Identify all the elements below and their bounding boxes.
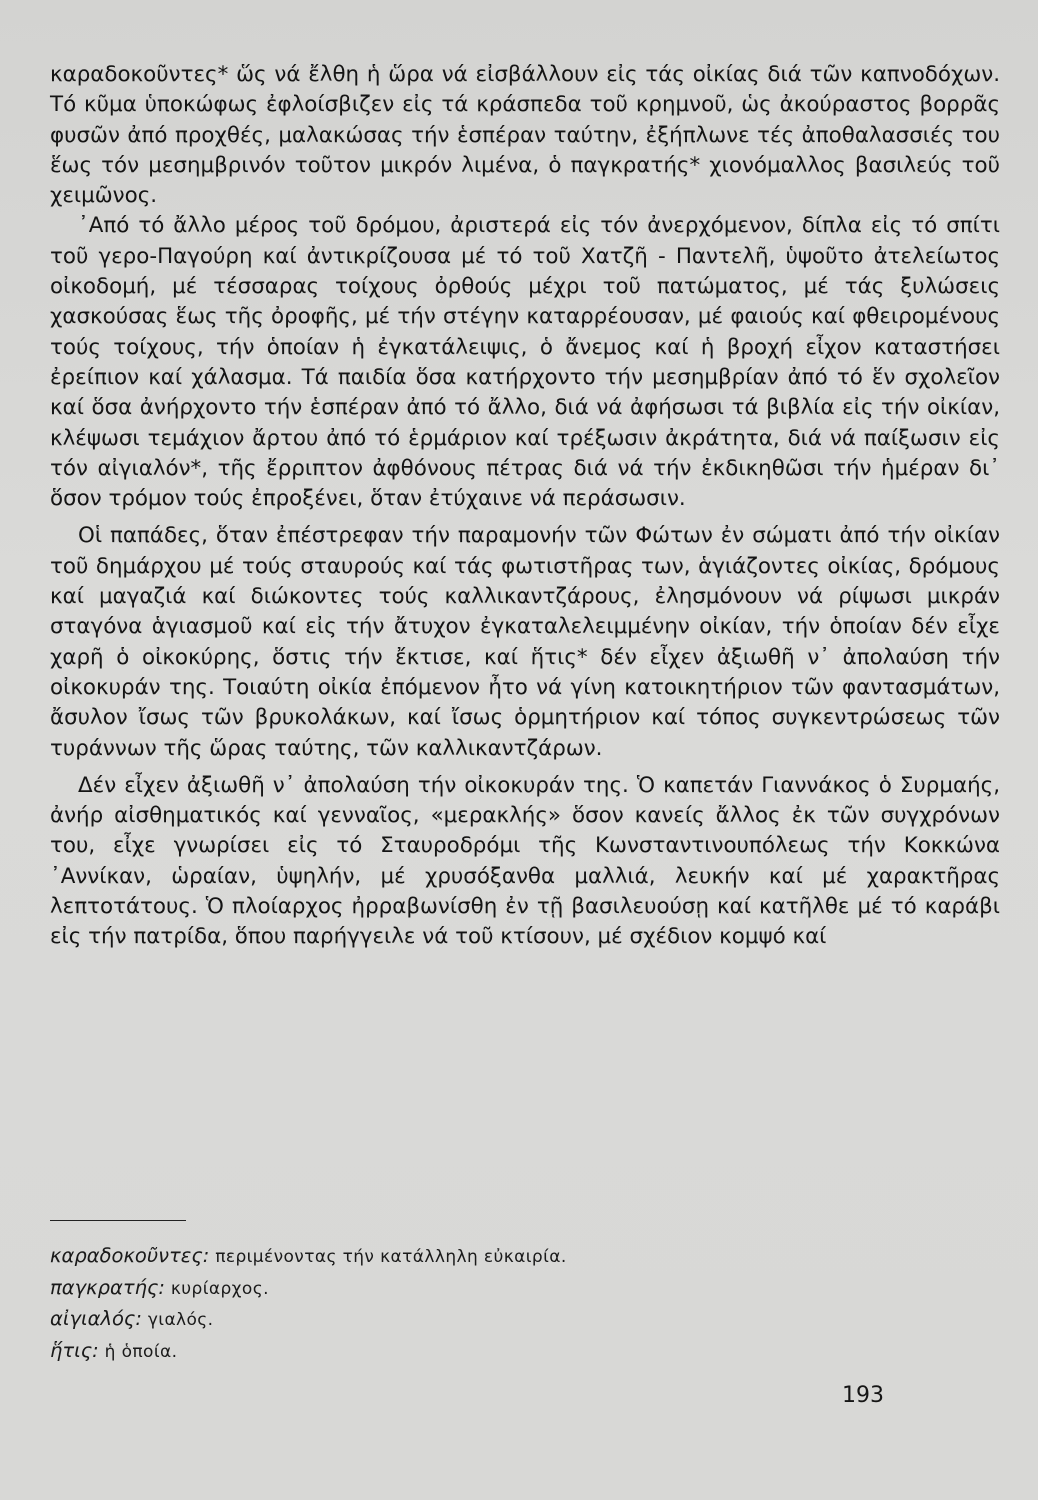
glossary-definition: κυρίαρχος. (170, 1278, 269, 1299)
glossary-definition: ἡ ὁποία. (104, 1341, 178, 1362)
paragraph-4: Δέν εἶχεν ἀξιωθῆ ν᾽ ἀπολαύση τήν οἰκοκυράν της. Ὁ καπετάν Γιαννάκος ὁ Συρμαής, ἀνήρ αἰσθηματικός καί γενναῖος, «μερακλής» ὅσον κανείς ἄλλος ἐκ τῶν συγχρόνων του, εἶχε γνωρίσει εἰς τό Σταυροδρόμι τῆς Κωνσταντινουπόλεως τήν Κοκκώνα ᾽Αννίκαν, ὡραίαν, ὑψηλήν, μέ χρυσόξανθα μαλλιά, λευκήν καί μέ χαρακτῆρας λεπτοτάτους. Ὁ πλοίαρχος ἠρραβωνίσθη ἐν τῇ βασιλευούσῃ καί κατῆλθε μέ τό καράβι εἰς τήν πατρίδα, ὅπου παρήγγειλε νά τοῦ κτίσουν, μέ σχέδιον κομψό καί (50, 772, 1000, 950)
glossary-item (50, 1273, 950, 1305)
footnote-divider (50, 1220, 186, 1221)
glossary-term: αἰγιαλός: (50, 1307, 142, 1330)
paragraph-3: Οἱ παπάδες, ὅταν ἐπέστρεφαν τήν παραμονήν τῶν Φώτων ἐν σώματι ἀπό τήν οἰκίαν τοῦ δημάρχου μέ τούς σταυρούς καί τάς φωτιστῆρας των, ἁγιάζοντες οἰκίας, δρόμους καί μαγαζιά καί διώκοντες τούς καλλικαντζάρους, ἐλησμόνουν νά ρίψωσι μικράν σταγόνα ἁγιασμοῦ καί εἰς τήν ἄτυχον ἐγκαταλελειμμένην οἰκίαν, τήν ὁποίαν δέν εἶχε χαρῆ ὁ οἰκοκύρης, ὅστις τήν ἔκτισε, καί ἥτις* δέν εἶχεν ἀξιωθῆ ν᾽ ἀπολαύση τήν οἰκοκυράν της. Τοιαύτη οἰκία ἐπόμενον ἦτο νά γίνη κατοικητήριον τῶν φαντασμάτων, ἄσυλον ἴσως τῶν βρυκολάκων, καί ἴσως ὁρμητήριον καί τόπος συγκεντρώσεως τῶν τυράννων τῆς ὥρας ταύτης, τῶν καλλικαντζάρων. (50, 523, 1000, 761)
paragraph-2: ᾽Από τό ἄλλο μέρος τοῦ δρόμου, ἀριστερά εἰς τόν ἀνερχόμενον, δίπλα εἰς τό σπίτι τοῦ γερο-Παγούρη καί ἀντικρίζουσα μέ τό τοῦ Χατζῆ - Παντελῆ, ὑψοῦτο ἀτελείωτος οἰκοδομή, μέ τέσσαρας τοίχους ὀρθούς μέχρι τοῦ πατώματος, μέ τάς ξυλώσεις χασκούσας ἕως τῆς ὀροφῆς, μέ τήν στέγην καταρρέουσαν, μέ φαιούς καί φθειρομένους τούς τοίχους, τήν ὁποίαν ἡ ἐγκατάλειψις, ὁ ἄνεμος καί ἡ βροχή εἶχον καταστήσει ἐρείπιον καί χάλασμα. Τά παιδία ὅσα κατήρχοντο τήν μεσημβρίαν ἀπό τό ἕν σχολεῖον καί ὅσα ἀνήρχοντο τήν ἑσπέραν ἀπό τό ἄλλο, διά νά ἀφήσωσι τά βιβλία εἰς τήν οἰκίαν, κλέψωσι τεμάχιον ἄρτου ἀπό τό ἑρμάριον καί τρέξωσιν ἀκράτητα, διά νά παίξωσιν εἰς τόν αἰγιαλόν*, τῆς ἔρριπτον ἀφθόνους πέτρας διά νά τήν ἐκδικηθῶσι τήν ἡμέραν δι᾽ ὅσον τρόμον τούς ἐπροξένει, ὅταν ἐτύχαινε νά περάσωσιν. (50, 213, 1000, 512)
glossary-item (50, 1241, 950, 1273)
glossary-item (50, 1304, 950, 1336)
glossary-definition: περιμένοντας τήν κατάλληλη εὐκαιρία. (215, 1247, 567, 1267)
glossary-term: παγκρατής: (50, 1275, 165, 1299)
glossary-term: καραδοκοῦντες: (50, 1244, 210, 1267)
body-text (50, 60, 1000, 953)
glossary (50, 1241, 950, 1367)
glossary-item (50, 1336, 950, 1368)
paragraph-1: καραδοκοῦντες* ὥς νά ἔλθη ἡ ὥρα νά εἰσβάλλουν εἰς τάς οἰκίας διά τῶν καπνοδόχων. Τό κῦμα ὑποκώφως ἐφλοίσβιζεν εἰς τά κράσπεδα τοῦ κρημνοῦ, ὡς ἀκούραστος βορρᾶς φυσῶν ἀπό προχθές, μαλακώσας τήν ἑσπέραν ταύτην, ἐξήπλωνε τές ἀποθαλασσιές του ἕως τόν μεσημβρινόν τοῦτον μικρόν λιμένα, ὁ παγκρατής* χιονόμαλλος βασιλεύς τοῦ χειμῶνος. (50, 62, 1000, 209)
glossary-definition: γιαλός. (147, 1310, 214, 1330)
page-number: 193 (842, 1383, 884, 1408)
glossary-term: ἥτις: (50, 1338, 99, 1362)
